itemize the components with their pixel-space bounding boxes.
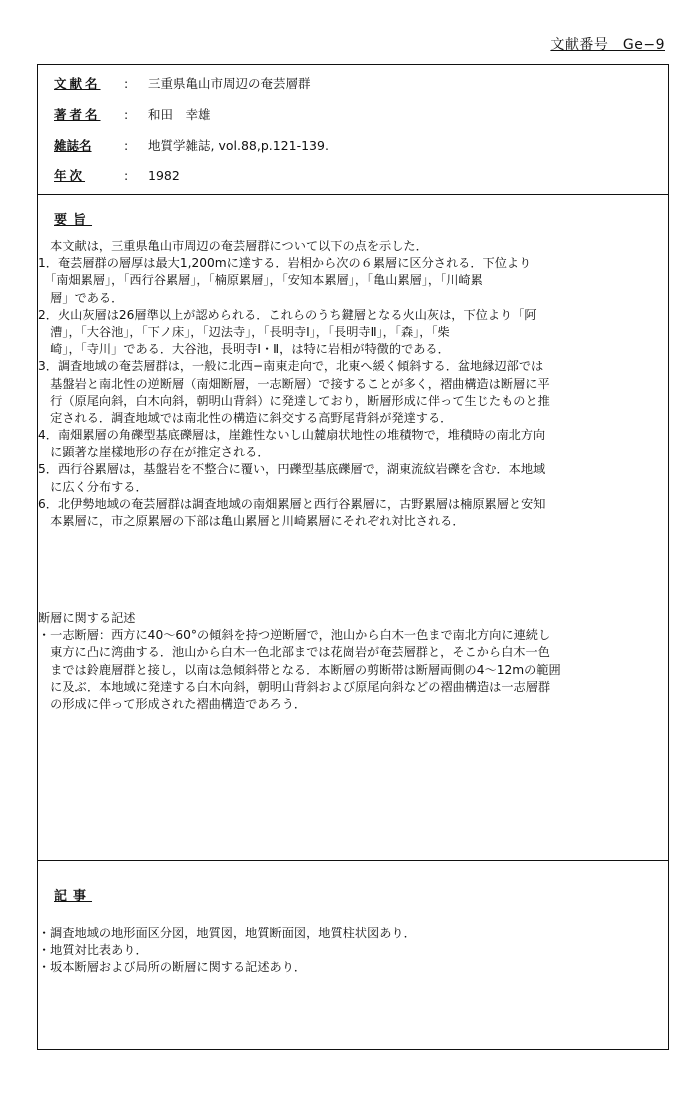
notes-list — [38, 925, 666, 977]
author-value: 和田 幸雄 — [148, 107, 211, 122]
summary-line: 3．調査地域の奄芸層群は，一般に北西−南東走向で，北東へ緩く傾斜する．盆地縁辺部では — [38, 359, 544, 374]
summary-line: 行（原尾向斜，白木向斜，朝明山背斜）に発達しており，断層形成に伴って生じたものと推 — [38, 393, 550, 408]
fault-heading: 断層に関する記述 — [38, 611, 136, 625]
journal-value: 地質学雑誌, vol.88,p.121-139. — [148, 138, 329, 153]
fault-line: までは鈴鹿層群と接し，以南は急傾斜帯となる．本断層の剪断帯は断層両側の4〜12mの範囲 — [38, 662, 561, 677]
summary-line: 4．南畑累層の角礫型基底礫層は，崖錐性ないし山麓扇状地性の堆積物で，堆積時の南北方向 — [38, 428, 546, 443]
fault-line: ・一志断層：西方に40〜60°の傾斜を持つ逆断層で，池山から白木一色まで南北方向に連続し — [38, 628, 551, 643]
title-label: 文献名 — [54, 76, 101, 91]
year-label: 年次 — [54, 168, 86, 183]
summary-line: に広く分布する． — [38, 479, 148, 494]
document-frame — [37, 64, 669, 1050]
notes-item: ・地質対比表あり． — [38, 943, 148, 958]
document-number: 文献番号 Ge−9 — [550, 37, 665, 53]
fault-description — [38, 610, 666, 713]
summary-line: 2．火山灰層は26層準以上が認められる．これらのうち鍵層となる火山灰は，下位より「阿 — [38, 307, 537, 322]
year-row — [54, 166, 180, 186]
summary-heading: 要旨 — [54, 213, 93, 228]
author-row — [54, 105, 211, 125]
summary-section — [38, 195, 668, 861]
summary-line: 崎」，「寺川」である．大谷池，長明寺Ⅰ・Ⅱ，は特に岩相が特徴的である． — [38, 342, 450, 357]
journal-row — [54, 136, 329, 156]
notes-section — [38, 861, 668, 1049]
fault-line: 東方に凸に湾曲する．池山から白木一色北部までは花崗岩が奄芸層群と，そこから白木一色 — [38, 645, 550, 660]
author-label: 著者名 — [54, 107, 101, 122]
journal-colon: : — [124, 138, 129, 153]
title-row — [54, 74, 311, 94]
summary-line: 定される．調査地域では南北性の構造に斜交する高野尾背斜が発達する． — [38, 410, 453, 425]
notes-heading: 記事 — [54, 889, 93, 904]
summary-line: 1．奄芸層群の層厚は最大1,200mに達する．岩相から次の６累層に区分される．下位より — [38, 256, 532, 271]
summary-line: 6．北伊勢地域の奄芸層群は調査地域の南畑累層と西行谷累層に，古野累層は楠原累層と安知 — [38, 496, 546, 511]
summary-line: 層」である． — [38, 290, 124, 305]
fault-line: の形成に伴って形成された褶曲構造であろう． — [38, 696, 307, 711]
summary-line: 本文献は，三重県亀山市周辺の奄芸層群について以下の点を示した． — [38, 239, 428, 253]
summary-line: 本累層に，市之原累層の下部は亀山累層と川崎累層にそれぞれ対比される． — [38, 514, 465, 528]
title-colon: : — [124, 76, 129, 91]
summary-line: に顕著な崖樣地形の存在が推定される． — [38, 445, 270, 460]
year-colon: : — [124, 168, 129, 183]
title-value: 三重県亀山市周辺の奄芸層群 — [148, 76, 311, 91]
bibliography-block — [38, 65, 668, 195]
summary-line: 「南畑累層」，「西行谷累層」，「楠原累層」，「安知本累層」，「亀山累層」，「川崎累 — [38, 273, 483, 288]
year-value: 1982 — [148, 168, 180, 183]
summary-line: 5．西行谷累層は，基盤岩を不整合に覆い，円礫型基底礫層で，湖東流紋岩礫を含む．本地域 — [38, 462, 546, 477]
notes-item: ・坂本断層および局所の断層に関する記述あり． — [38, 960, 307, 975]
journal-label: 雑誌名 — [54, 138, 92, 153]
summary-line: 漕」，「大谷池」，「下ノ床」，「辺法寺」，「長明寺Ⅰ」，「長明寺Ⅱ」，「森」，「柴 — [38, 324, 450, 339]
fault-line: に及ぶ．本地域に発達する白木向斜，朝明山背斜および原尾向斜などの褶曲構造は一志層群 — [38, 679, 551, 694]
summary-body — [38, 238, 666, 530]
author-colon: : — [124, 107, 129, 122]
notes-item: ・調査地域の地形面区分図，地質図，地質断面図，地質柱状図あり． — [38, 926, 416, 940]
summary-line: 基盤岩と南北性の逆断層（南畑断層，一志断層）で接することが多く，褶曲構造は断層に平 — [38, 376, 550, 391]
